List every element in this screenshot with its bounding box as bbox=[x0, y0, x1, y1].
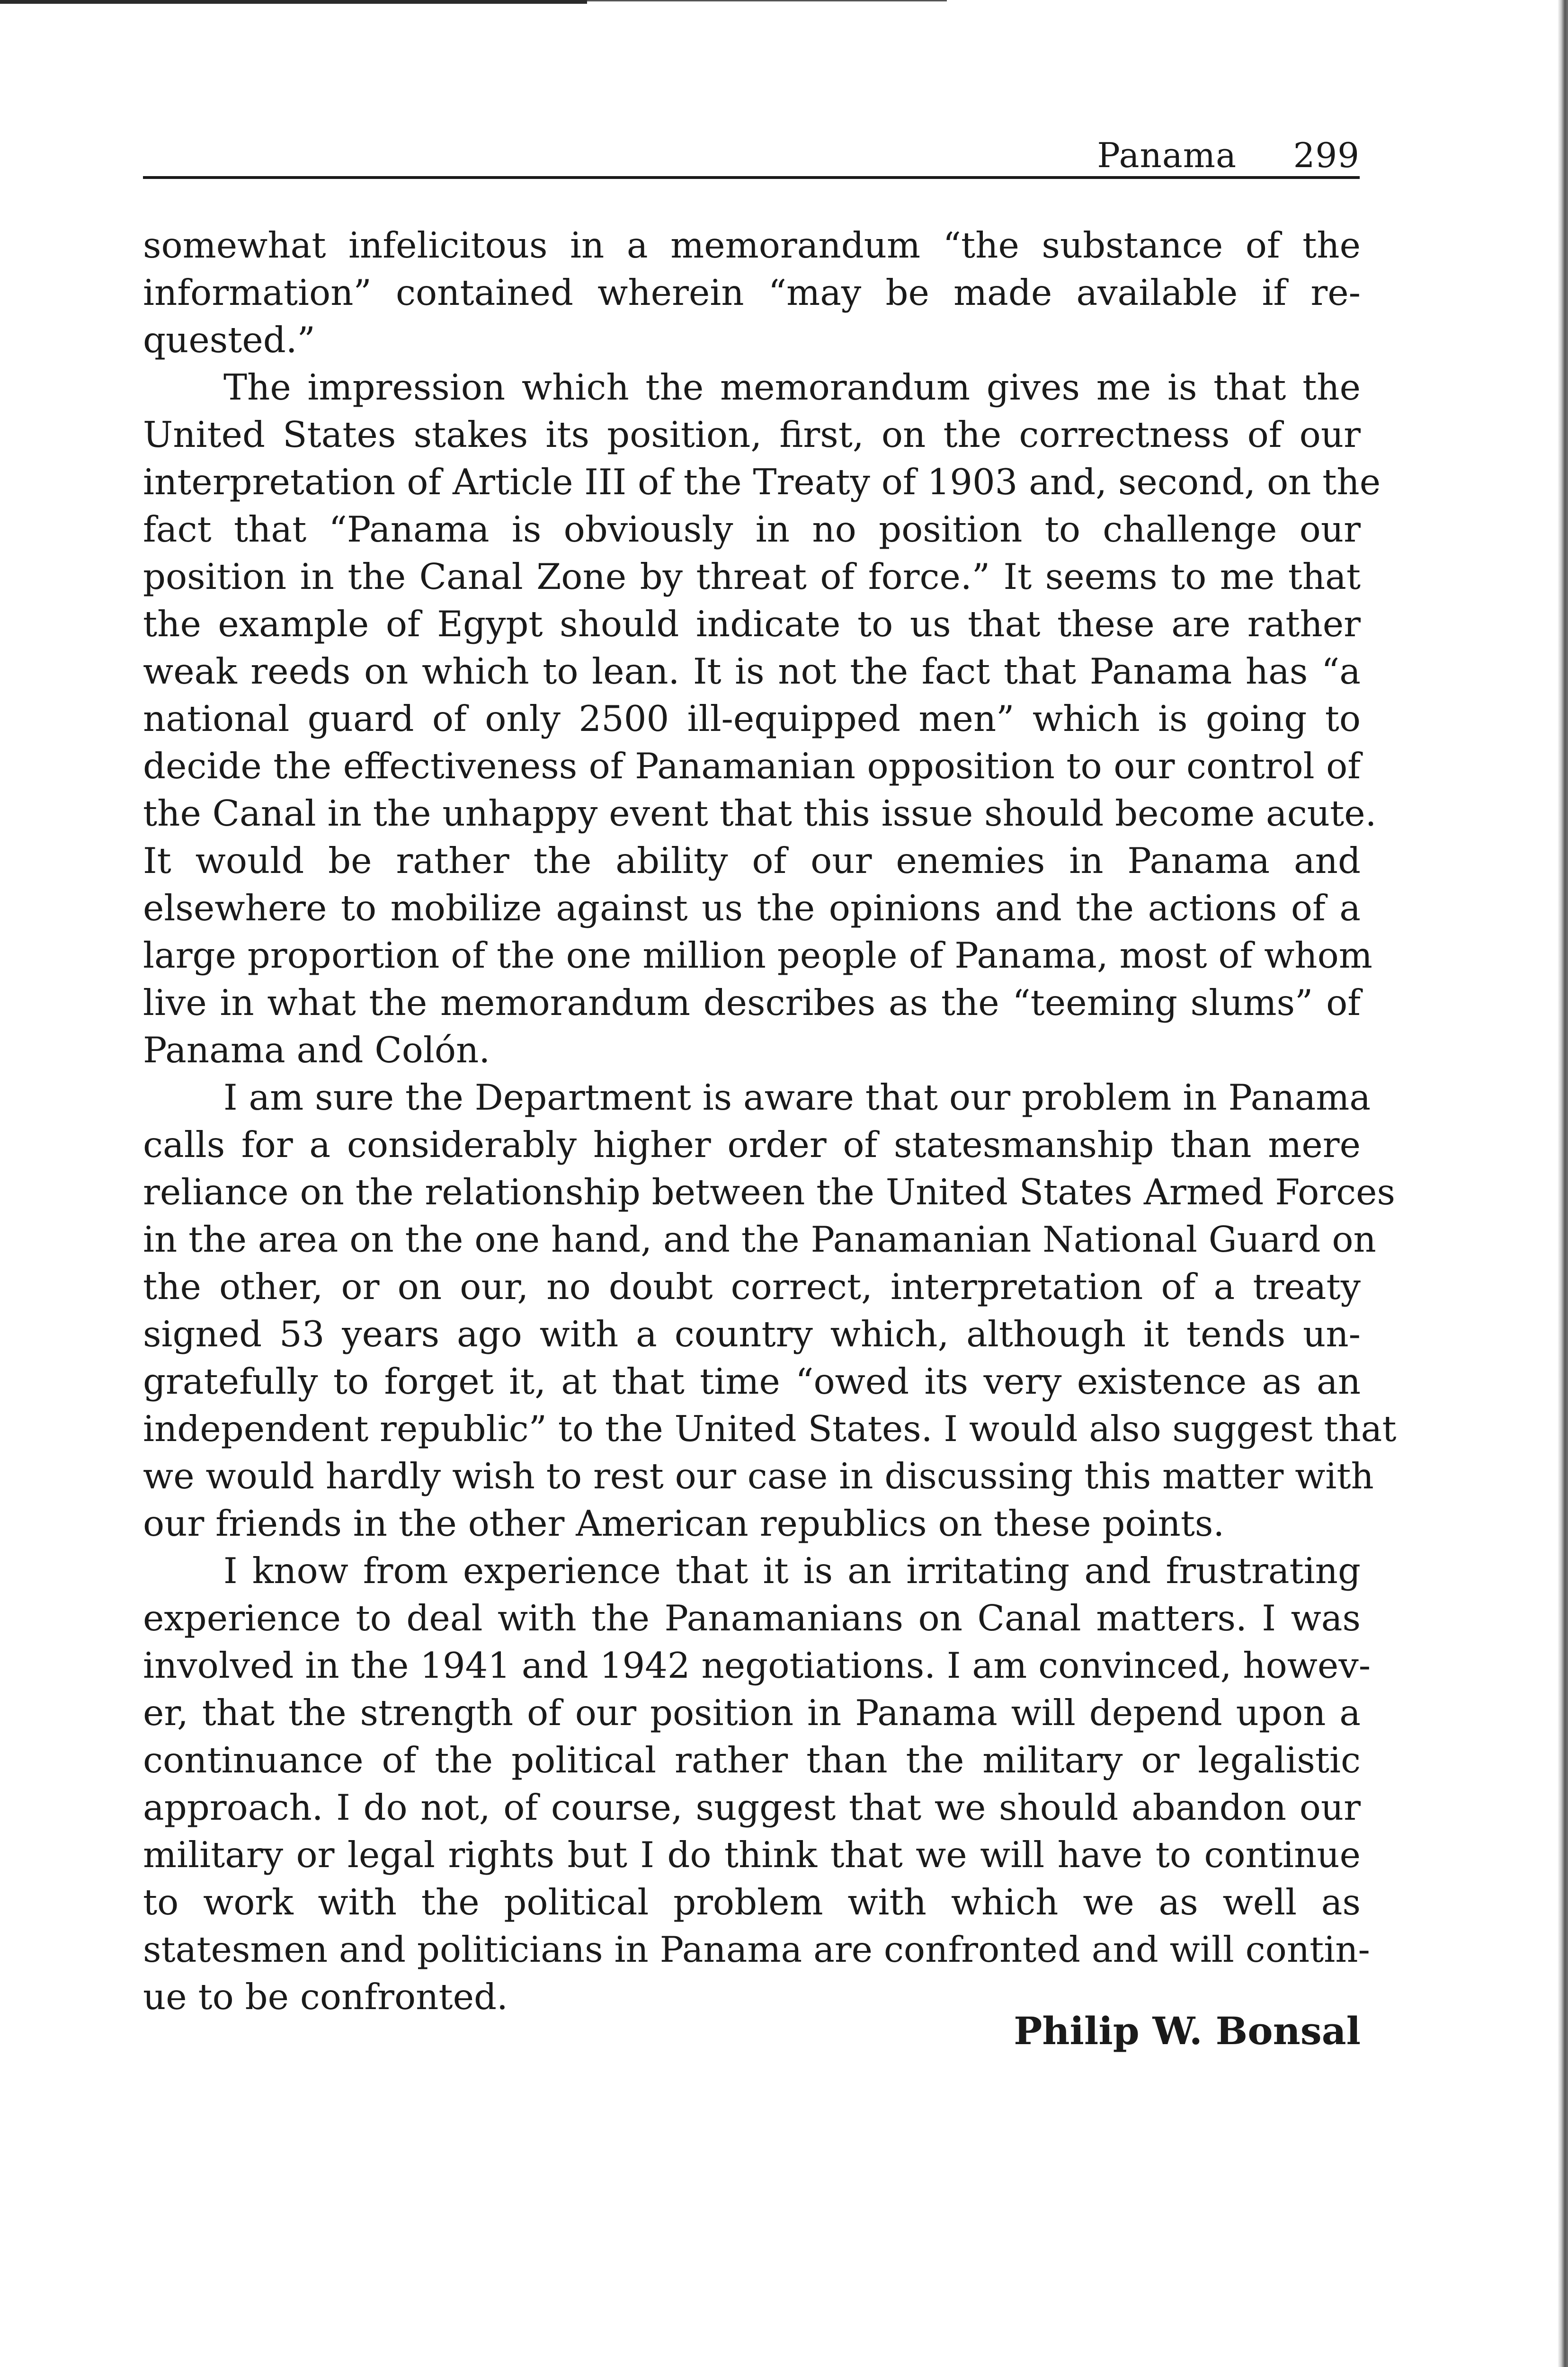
text-line: ue to be confronted. bbox=[143, 1976, 508, 2018]
text-line: military or legal rights but I do think that we will have to continue bbox=[143, 1834, 1361, 1876]
text-line: we would hardly wish to rest our case in discussing this matter with bbox=[143, 1455, 1374, 1497]
text-line: information” contained wherein “may be made available if re- bbox=[143, 272, 1361, 313]
text-line: the example of Egypt should indicate to us that these are rather bbox=[143, 603, 1361, 645]
text-line: United States stakes its position, first, on the correctness of our bbox=[143, 414, 1361, 455]
text-line: our friends in the other American republics on these points. bbox=[143, 1503, 1225, 1544]
text-line: large proportion of the one million people of Panama, most of whom bbox=[143, 934, 1372, 976]
text-line: weak reeds on which to lean. It is not the fact that Panama has “a bbox=[143, 650, 1361, 692]
body-text bbox=[143, 222, 1397, 2020]
text-line: the other, or on our, no doubt correct, interpretation of a treaty bbox=[143, 1266, 1361, 1308]
text-line: Panama and Colón. bbox=[143, 1029, 490, 1071]
text-line: involved in the 1941 and 1942 negotiations. I am convinced, howev- bbox=[143, 1645, 1371, 1686]
text-line: calls for a considerably higher order of statesmanship than mere bbox=[143, 1124, 1361, 1166]
text-line: live in what the memorandum describes as the “teeming slums” of bbox=[143, 982, 1361, 1023]
text-line: I am sure the Department is aware that our problem in Panama bbox=[223, 1077, 1371, 1118]
text-line: continuance of the political rather than the military or legalistic bbox=[143, 1739, 1361, 1781]
text-line: interpretation of Article III of the Treaty of 1903 and, second, on the bbox=[143, 461, 1381, 503]
text-line: I know from experience that it is an irritating and frustrating bbox=[223, 1550, 1361, 1592]
scan-page-edge bbox=[1558, 0, 1568, 2367]
running-head-title: Panama bbox=[1097, 135, 1237, 175]
text-line: approach. I do not, of course, suggest that we should abandon our bbox=[143, 1787, 1361, 1828]
text-line: the Canal in the unhappy event that this issue should become acute. bbox=[143, 792, 1377, 834]
text-line: decide the effectiveness of Panamanian opposition to our control of bbox=[143, 745, 1361, 787]
text-line: er, that the strength of our position in Panama will depend upon a bbox=[143, 1692, 1361, 1734]
text-line: quested.” bbox=[143, 319, 315, 361]
text-line: It would be rather the ability of our enemies in Panama and bbox=[143, 840, 1361, 881]
text-line: in the area on the one hand, and the Panamanian National Guard on bbox=[143, 1219, 1376, 1260]
text-line: The impression which the memorandum gives me is that the bbox=[223, 366, 1361, 408]
signature: Philip W. Bonsal bbox=[1014, 2009, 1361, 2053]
text-line: to work with the political problem with which we as well as bbox=[143, 1881, 1361, 1923]
text-line: somewhat infelicitous in a memorandum “the substance of the bbox=[143, 224, 1361, 266]
page-number: 299 bbox=[1293, 135, 1360, 175]
running-head bbox=[143, 133, 1360, 179]
text-line: position in the Canal Zone by threat of force.” It seems to me that bbox=[143, 556, 1361, 597]
text-line: national guard of only 2500 ill-equipped men” which is going to bbox=[143, 698, 1361, 739]
text-line: reliance on the relationship between the United States Armed Forces bbox=[143, 1171, 1396, 1213]
text-line: independent republic” to the United States. I would also suggest that bbox=[143, 1408, 1397, 1450]
text-line: statesmen and politicians in Panama are confronted and will contin- bbox=[143, 1929, 1370, 1970]
text-line: fact that “Panama is obviously in no position to challenge our bbox=[143, 508, 1361, 550]
text-line: signed 53 years ago with a country which, although it tends un- bbox=[143, 1313, 1361, 1355]
scan-border-top-thin bbox=[587, 0, 947, 1]
text-line: elsewhere to mobilize against us the opinions and the actions of a bbox=[143, 887, 1361, 929]
text-line: gratefully to forget it, at that time “owed its very existence as an bbox=[143, 1361, 1361, 1402]
scan-border-top bbox=[0, 0, 587, 4]
text-line: experience to deal with the Panamanians on Canal matters. I was bbox=[143, 1597, 1361, 1639]
